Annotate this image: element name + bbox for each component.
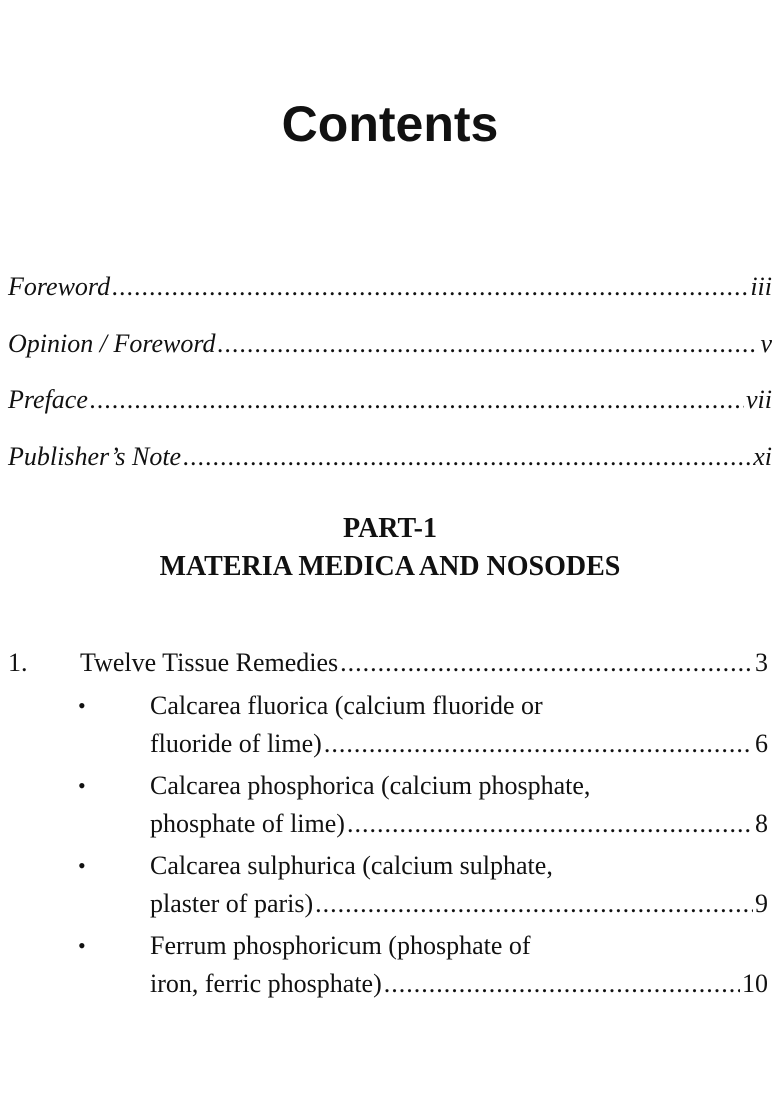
entry-label-line2: fluoride of lime) <box>150 729 322 758</box>
entry-page: xi <box>753 442 772 471</box>
bullet-icon: • <box>78 773 86 798</box>
entry-label: Publisher’s Note <box>8 442 182 471</box>
toc-entry-ferrum-phosphoricum[interactable] <box>150 967 768 1001</box>
dot-leader <box>90 383 744 417</box>
dot-leader <box>347 807 753 841</box>
entry-label-line2: plaster of paris) <box>150 889 314 918</box>
entry-label-line2: phosphate of lime) <box>150 809 345 838</box>
page-title: Contents <box>281 96 499 152</box>
entry-page: 10 <box>742 969 768 998</box>
chapter-number: 1. <box>8 648 28 677</box>
entry-label-line2: iron, ferric phosphate) <box>150 969 382 998</box>
entry-label-line1: Calcarea sulphurica (calcium sulphate, <box>150 851 553 880</box>
toc-entry-preface[interactable] <box>8 383 772 417</box>
entry-page: 9 <box>755 889 768 918</box>
entry-label: Twelve Tissue Remedies <box>80 648 339 677</box>
entry-page: v <box>760 329 772 358</box>
dot-leader <box>218 327 759 361</box>
toc-entry-calcarea-phosphorica[interactable] <box>150 807 768 841</box>
bullet-icon: • <box>78 693 86 718</box>
dot-leader <box>183 440 751 474</box>
toc-entry-calcarea-sulphurica[interactable] <box>150 887 768 921</box>
entry-page: iii <box>750 272 772 301</box>
bullet-icon: • <box>78 853 86 878</box>
dot-leader <box>324 727 753 761</box>
entry-page: 8 <box>755 809 768 838</box>
toc-entry-publishers-note[interactable] <box>8 440 772 474</box>
entry-page: vii <box>746 385 772 414</box>
dot-leader <box>315 887 753 921</box>
toc-entry-calcarea-fluorica[interactable] <box>150 727 768 761</box>
entry-label: Preface <box>8 385 88 414</box>
entry-label: Opinion / Foreword <box>8 329 216 358</box>
bullet-icon: • <box>78 933 86 958</box>
part-title: MATERIA MEDICA AND NOSODES <box>159 551 621 582</box>
entry-page: 3 <box>755 648 768 677</box>
entry-label-line1: Calcarea fluorica (calcium fluoride or <box>150 691 543 720</box>
toc-entry-opinion-foreword[interactable] <box>8 327 772 361</box>
entry-label-line1: Ferrum phosphoricum (phosphate of <box>150 931 531 960</box>
part-number: PART-1 <box>343 513 437 544</box>
toc-entry-chapter-1[interactable] <box>80 646 768 680</box>
dot-leader <box>112 270 748 304</box>
entry-label: Foreword <box>8 272 111 301</box>
dot-leader <box>340 646 753 680</box>
entry-page: 6 <box>755 729 768 758</box>
dot-leader <box>384 967 740 1001</box>
entry-label-line1: Calcarea phosphorica (calcium phosphate, <box>150 771 591 800</box>
toc-entry-foreword[interactable] <box>8 270 772 304</box>
